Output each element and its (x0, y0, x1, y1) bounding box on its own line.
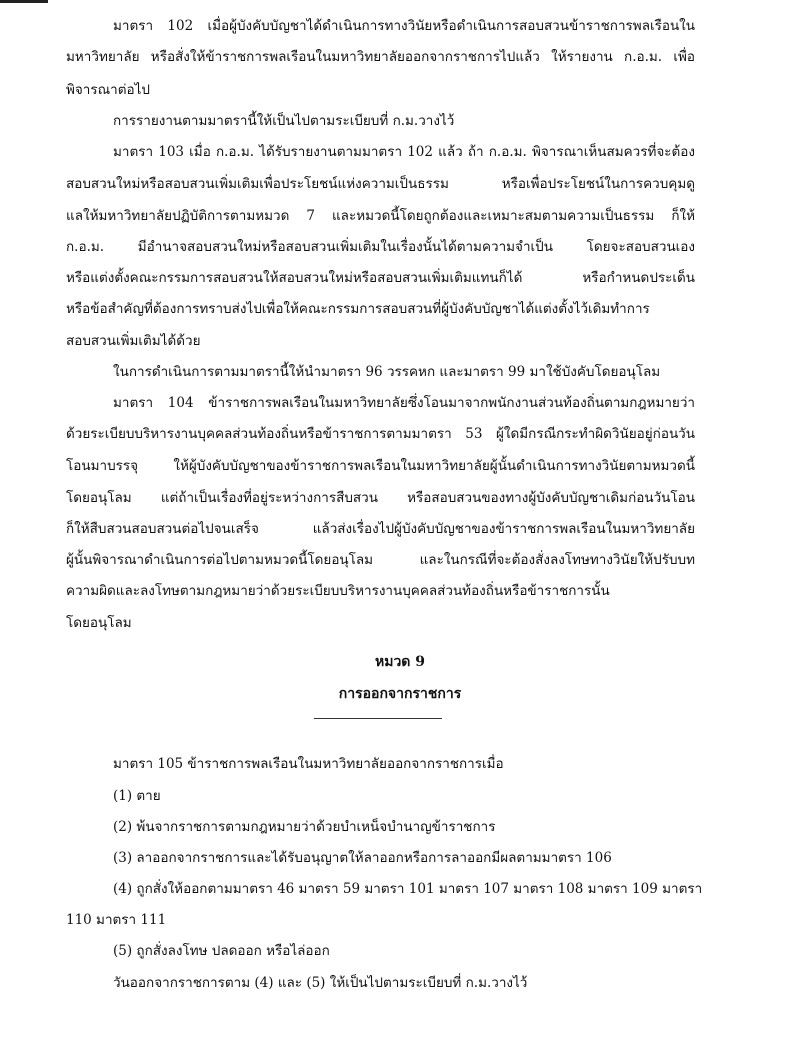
section-103-line-1: มาตรา 103 เมื่อ ก.อ.ม. ได้รับรายงานตามมาตรา 102 แล้ว ถ้า ก.อ.ม. พิจารณาเห็นสมควรที่จะต้อง (113, 144, 695, 160)
section-104-line-1: มาตรา 104 ข้าราชการพลเรือนในมหาวิทยาลัยซึ่งโอนมาจากพนักงานส่วนท้องถิ่นตามกฎหมายว่า (113, 395, 695, 411)
section-104-line-8: โดยอนุโลม (66, 615, 132, 631)
chapter-divider (314, 718, 442, 719)
section-104-line-5: ก็ให้สืบสวนสอบสวนต่อไปจนเสร็จ แล้วส่งเรื่องไปผู้บังคับบัญชาของข้าราชการพลเรือนในมหาวิทยาลัย (66, 521, 695, 537)
section-102-line-3: พิจารณาต่อไป (66, 82, 150, 98)
section-105-item-2: (2) พ้นจากราชการตามกฎหมายว่าด้วยบำเหน็จบำนาญข้าราชการ (113, 819, 496, 835)
chapter-number: หมวด 9 (374, 654, 426, 670)
section-103-line-6: หรือข้อสำคัญที่ต้องการทราบส่งไปเพื่อให้คณะกรรมการสอบสวนที่ผู้บังคับบัญชาได้แต่งตั้งไว้เดิมทำการ (66, 301, 650, 317)
section-105-item-4-line-2: 110 มาตรา 111 (66, 912, 167, 928)
chapter-title: การออกจากราชการ (338, 686, 462, 702)
section-103-line-3: แลให้มหาวิทยาลัยปฏิบัติการตามหมวด 7 และหมวดนี้โดยถูกต้องและเหมาะสมตามความเป็นธรรม ก็ให้ (66, 208, 695, 224)
scan-edge-mark (0, 0, 48, 3)
section-103-line-4: ก.อ.ม. มีอำนาจสอบสวนใหม่หรือสอบสวนเพิ่มเติมในเรื่องนั้นได้ตามความจำเป็น โดยจะสอบสวนเอง (66, 239, 695, 255)
section-103-line-7: สอบสวนเพิ่มเติมได้ด้วย (66, 333, 201, 349)
section-105-intro: มาตรา 105 ข้าราชการพลเรือนในมหาวิทยาลัยออกจากราชการเมื่อ (113, 756, 504, 772)
section-104-line-3: โอนมาบรรจุ ให้ผู้บังคับบัญชาของข้าราชการพลเรือนในมหาวิทยาลัยผู้นั้นดำเนินการทางวินัยตามหมวดนี้ (66, 458, 695, 474)
section-105-closing: วันออกจากราชการตาม (4) และ (5) ให้เป็นไปตามระเบียบที่ ก.ม.วางไว้ (113, 975, 528, 991)
section-104-line-4: โดยอนุโลม แต่ถ้าเป็นเรื่องที่อยู่ระหว่างการสืบสวน หรือสอบสวนของทางผู้บังคับบัญชาเดิมก่อนวันโอน (66, 490, 695, 506)
section-102-paragraph-2: การรายงานตามมาตรานี้ให้เป็นไปตามระเบียบที่ ก.ม.วางไว้ (113, 113, 455, 129)
section-105-item-3: (3) ลาออกจากราชการและได้รับอนุญาตให้ลาออกหรือการลาออกมีผลตามมาตรา 106 (113, 850, 612, 866)
section-103-paragraph-2: ในการดำเนินการตามมาตรานี้ให้นำมาตรา 96 วรรคหก และมาตรา 99 มาใช้บังคับโดยอนุโลม (113, 364, 661, 380)
section-105-item-5: (5) ถูกสั่งลงโทษ ปลดออก หรือไล่ออก (113, 943, 330, 959)
section-103-line-2: สอบสวนใหม่หรือสอบสวนเพิ่มเติมเพื่อประโยชน์แห่งความเป็นธรรม หรือเพื่อประโยชน์ในการควบคุมดู (66, 176, 695, 192)
section-104-line-6: ผู้นั้นพิจารณาดำเนินการต่อไปตามหมวดนี้โดยอนุโลม และในกรณีที่จะต้องสั่งลงโทษทางวินัยให้ปรับบท (66, 552, 695, 568)
section-105-item-4-line-1: (4) ถูกสั่งให้ออกตามมาตรา 46 มาตรา 59 มาตรา 101 มาตรา 107 มาตรา 108 มาตรา 109 มาตรา (113, 881, 703, 897)
section-103-line-5: หรือแต่งตั้งคณะกรรมการสอบสวนให้สอบสวนใหม่หรือสอบสวนเพิ่มเติมแทนก็ได้ หรือกำหนดประเด็น (66, 270, 695, 286)
section-104-line-2: ด้วยระเบียบบริหารงานบุคคลส่วนท้องถิ่นหรือข้าราชการตามมาตรา 53 ผู้ใดมีกรณีกระทำผิดวินัยอยู่ก่อนวัน (66, 426, 695, 442)
section-102-line-2: มหาวิทยาลัย หรือสั่งให้ข้าราชการพลเรือนในมหาวิทยาลัยออกจากราชการไปแล้ว ให้รายงาน ก.อ.ม. เพื่อ (66, 49, 695, 65)
section-102-line-1: มาตรา 102 เมื่อผู้บังคับบัญชาได้ดำเนินการทางวินัยหรือดำเนินการสอบสวนข้าราชการพลเรือนใน (113, 18, 695, 34)
section-105-item-1: (1) ตาย (113, 788, 161, 804)
section-104-line-7: ความผิดและลงโทษตามกฎหมายว่าด้วยระเบียบบริหารงานบุคคลส่วนท้องถิ่นหรือข้าราชการนั้น (66, 583, 610, 599)
